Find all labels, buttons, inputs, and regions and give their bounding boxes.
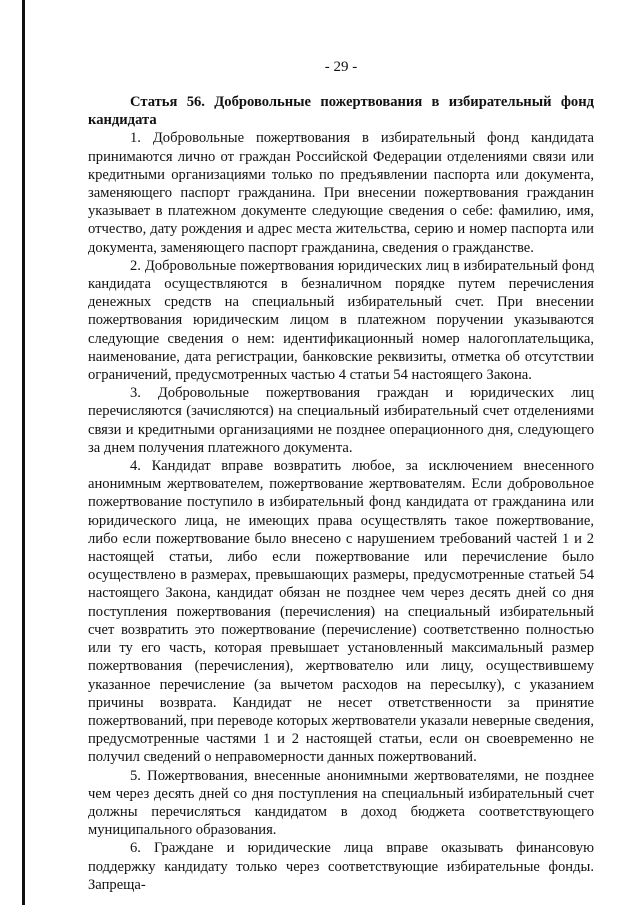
document-page [88, 0, 594, 905]
article-paragraph-3: 3. Добровольные пожертвования граждан и юридических лиц перечисляются (зачисляются) на специальный избирательный счет отделениями связи и кредитными организациями не позднее операционного дня, следующего за днем получения платежного документа. [88, 385, 594, 456]
article-paragraph-2: 2. Добровольные пожертвования юридических лиц в избирательный фонд кандидата осуществляются в безналичном порядке путем перечисления денежных средств на специальный избирательный счет. При внесении пожертвования юридическим лицом в платежном поручении указываются следующие сведения о нем: идентификационный номер налогоплательщика, наименование, дата регистрации, банковские реквизиты, отметка об отсутствии ограничений, предусмотренных частью 4 статьи 54 настоящего Закона. [88, 257, 594, 384]
article-paragraph-5: 5. Пожертвования, внесенные анонимными жертвователями, не позднее чем через десять дней со дня поступления на специальный избирательный счет должны перечисляться кандидатом в доход бюджета соответствующего муниципального образования. [88, 767, 594, 839]
article-paragraph-6: 6. Граждане и юридические лица вправе оказывать финансовую поддержку кандидату только через соответствующие избирательные фонды. Запреща- [88, 840, 594, 893]
article-heading: Статья 56. Добровольные пожертвования в избирательный фонд кандидата [88, 94, 594, 129]
article-body [88, 93, 594, 894]
scan-margin-edge [22, 0, 25, 905]
article-paragraph-4: 4. Кандидат вправе возвратить любое, за исключением внесенного анонимным жертвователем, пожертвование жертвователям. Если добровольное пожертвование поступило в избирательный фонд кандидата от гражданина или юридического лица, не имеющих права осуществлять такое пожертвование, либо если пожертвование было внесено с нарушением требований частей 1 и 2 настоящей статьи, либо если пожертвование или перечисление было осуществлено в размерах, превышающих размеры, предусмотренные статьей 54 настоящего Закона, кандидат обязан не позднее чем через десять дней со дня поступления пожертвования (перечисления) на специальный избирательный счет возвратить это пожертвование (перечисление) соответственно полностью или ту его часть, которая превышает установленный максимальный размер пожертвования (перечисления), жертвователю или лицу, осуществившему указанное перечисление (за вычетом расходов на пересылку), с указанием причины возврата. Кандидат не несет ответственности за принятие пожертвований, при переводе которых жертвователи указали неверные сведения, предусмотренные частями 1 и 2 настоящей статьи, если он своевременно не получил сведений о неправомерности данных пожертвований. [88, 458, 594, 766]
page-number: - 29 - [324, 59, 358, 75]
article-paragraph-1: 1. Добровольные пожертвования в избирательный фонд кандидата принимаются лично от граждан Российской Федерации отделениями связи или кредитными организациями только по предъявлении паспорта или документа, заменяющего паспорт гражданина. При внесении пожертвования гражданин указывает в платежном документе следующие сведения о себе: фамилию, имя, отчество, дату рождения и адрес места жительства, серию и номер паспорта или документа, заменяющего паспорт гражданина, сведения о гражданстве. [88, 130, 594, 256]
